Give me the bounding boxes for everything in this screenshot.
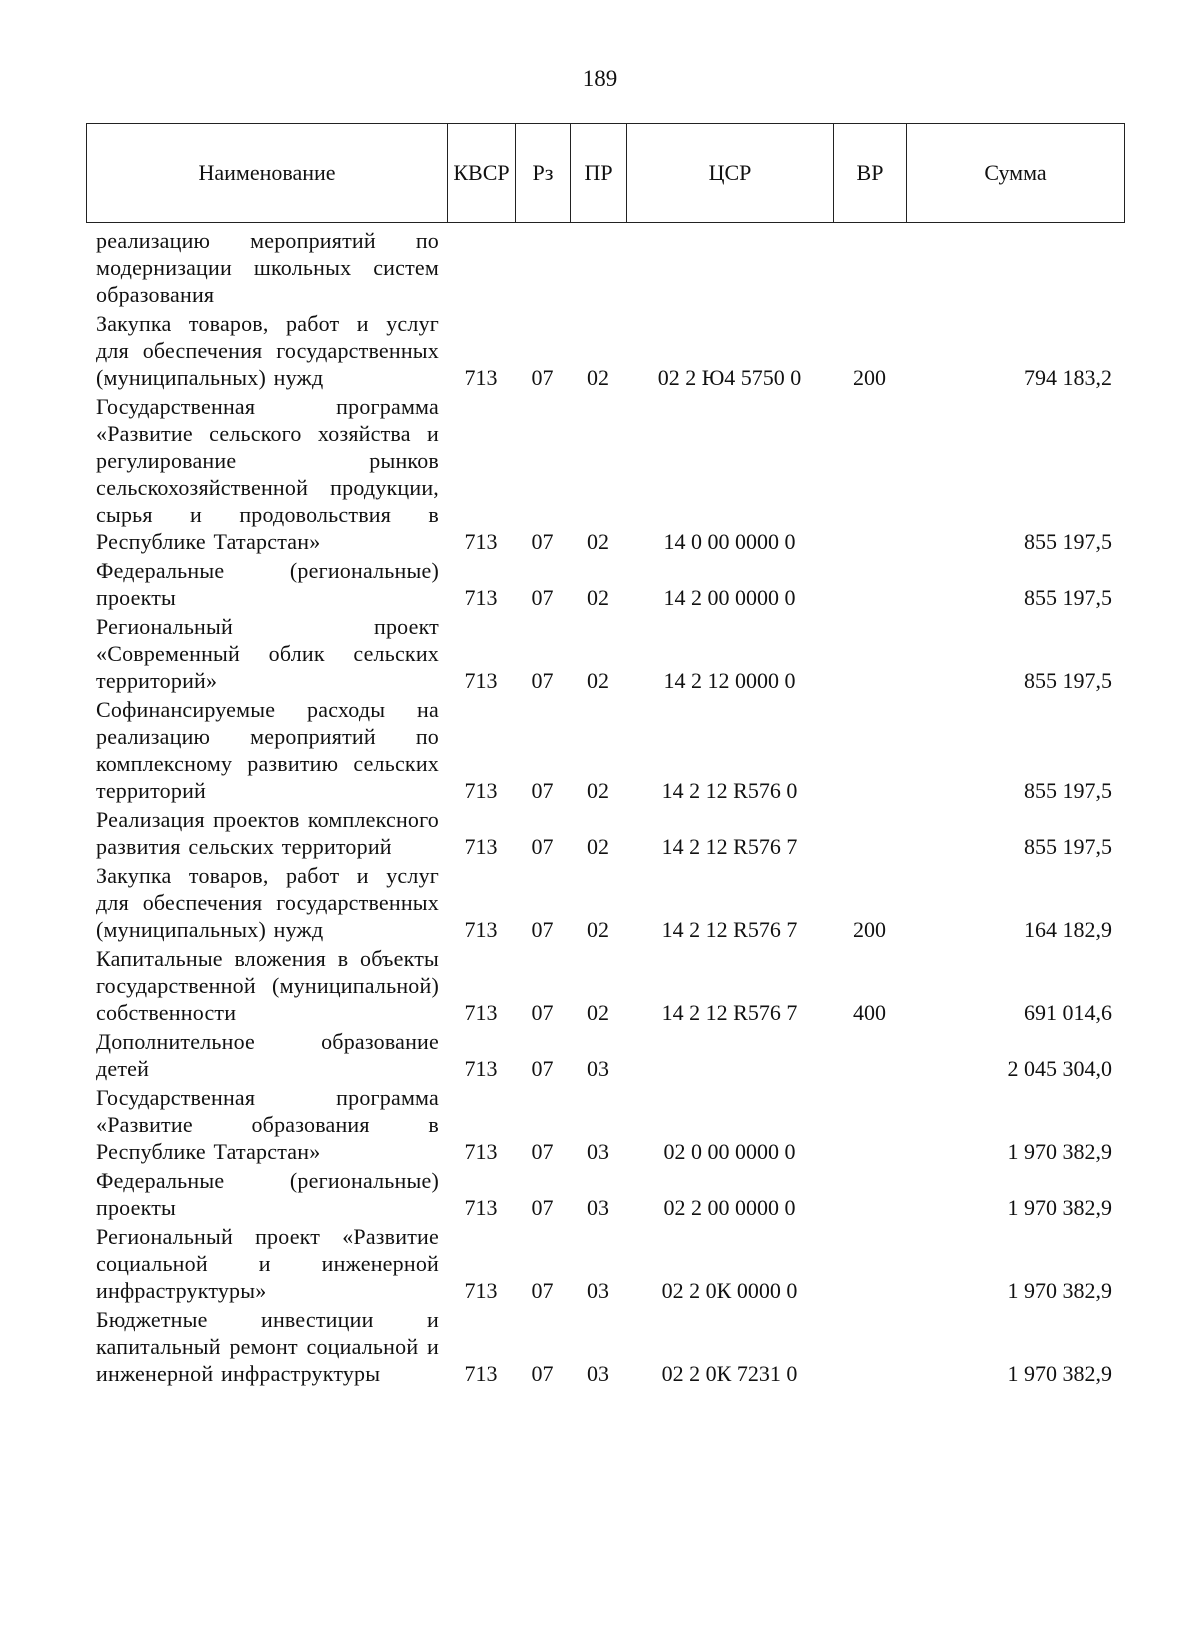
cell-name: Федеральные (региональные) проекты [96,558,439,610]
cell-vr [833,696,906,806]
cell-vr [833,1084,906,1167]
cell-csr: 14 2 12 R576 7 [661,917,798,942]
cell-sum: 794 183,2 [1024,365,1112,390]
table-header [86,123,1125,223]
cell-vr [833,1223,906,1306]
cell-name: Федеральные (региональные) проекты [96,1168,439,1220]
cell-pr: 03 [587,1139,609,1164]
cell-kvsr: 713 [464,1278,498,1303]
cell-kvsr: 713 [464,529,498,554]
cell-rz: 07 [531,1000,554,1025]
column-header-vr: ВР [834,124,907,223]
cell-rz: 07 [531,365,554,390]
column-header-csr: ЦСР [627,124,834,223]
cell-csr: 02 0 00 0000 0 [663,1139,796,1164]
cell-kvsr [447,227,515,310]
cell-sum: 164 182,9 [1024,917,1112,942]
column-header-rz: Рз [516,124,571,223]
cell-csr: 02 2 Ю4 5750 0 [657,365,802,390]
cell-sum: 855 197,5 [1024,585,1112,610]
cell-kvsr: 713 [464,1361,498,1386]
budget-table [86,227,1124,1389]
table-row [86,227,1124,310]
table-row [86,945,1124,1028]
table-row [86,310,1124,393]
cell-name: Софинансируемые расходы на реализацию мероприятий по комплексному развитию сельских территорий [96,697,439,803]
table-body [86,227,1124,1389]
cell-rz: 07 [531,917,554,942]
cell-kvsr: 713 [464,585,498,610]
cell-kvsr: 713 [464,1139,498,1164]
cell-kvsr: 713 [464,668,498,693]
cell-pr: 02 [587,668,609,693]
cell-pr: 02 [587,585,609,610]
cell-rz: 07 [531,1195,554,1220]
cell-csr: 14 2 00 0000 0 [663,585,796,610]
cell-sum [906,227,1124,310]
cell-pr: 03 [587,1056,609,1081]
cell-vr: 200 [853,365,886,390]
column-header-kvsr: КВСР [448,124,516,223]
cell-kvsr: 713 [464,1195,498,1220]
cell-csr: 02 2 00 0000 0 [663,1195,796,1220]
cell-sum: 691 014,6 [1024,1000,1112,1025]
cell-vr [833,613,906,696]
cell-rz: 07 [531,778,554,803]
cell-pr: 02 [587,365,609,390]
table-row [86,806,1124,862]
cell-rz: 07 [531,529,554,554]
cell-name: реализацию мероприятий по модернизации школьных систем образования [96,228,439,307]
cell-pr: 02 [587,834,609,859]
table-row [86,613,1124,696]
table-row [86,1084,1124,1167]
cell-sum: 1 970 382,9 [1007,1278,1112,1303]
cell-sum: 855 197,5 [1024,529,1112,554]
cell-name: Закупка товаров, работ и услуг для обеспечения государственных (муниципальных) нужд [96,863,439,942]
table-row [86,1167,1124,1223]
cell-rz: 07 [531,668,554,693]
cell-rz: 07 [531,1056,554,1081]
cell-sum: 1 970 382,9 [1007,1195,1112,1220]
cell-pr: 03 [587,1278,609,1303]
cell-vr [833,1167,906,1223]
cell-kvsr: 713 [464,1000,498,1025]
table-row [86,557,1124,613]
cell-pr: 03 [587,1195,609,1220]
cell-vr [833,806,906,862]
cell-rz: 07 [531,1278,554,1303]
cell-sum: 855 197,5 [1024,668,1112,693]
table-row [86,1028,1124,1084]
cell-name: Капитальные вложения в объекты государственной (муниципальной) собственности [96,946,439,1025]
cell-kvsr: 713 [464,1056,498,1081]
cell-name: Закупка товаров, работ и услуг для обеспечения государственных (муниципальных) нужд [96,311,439,390]
cell-rz: 07 [531,834,554,859]
cell-csr: 14 2 12 R576 7 [661,834,798,859]
cell-name: Реализация проектов комплексного развития сельских территорий [96,807,439,859]
cell-vr [833,393,906,557]
cell-csr: 02 2 0К 0000 0 [661,1278,798,1303]
cell-rz: 07 [531,1361,554,1386]
cell-name: Региональный проект «Развитие социальной и инженерной инфраструктуры» [96,1224,439,1303]
cell-vr [833,227,906,310]
cell-vr [833,1306,906,1389]
cell-sum: 855 197,5 [1024,834,1112,859]
table-row [86,1306,1124,1389]
cell-csr: 14 2 12 R576 0 [661,778,798,803]
cell-sum: 855 197,5 [1024,778,1112,803]
table-row [86,862,1124,945]
cell-rz: 07 [531,1139,554,1164]
cell-sum: 1 970 382,9 [1007,1361,1112,1386]
cell-vr [833,1028,906,1084]
cell-name: Региональный проект «Современный облик сельских территорий» [96,614,439,693]
cell-csr: 14 0 00 0000 0 [663,529,796,554]
cell-sum: 1 970 382,9 [1007,1139,1112,1164]
page-number: 189 [582,66,618,91]
cell-vr: 200 [853,917,886,942]
cell-csr: 02 2 0К 7231 0 [661,1361,798,1386]
cell-rz: 07 [531,585,554,610]
cell-pr: 02 [587,1000,609,1025]
cell-sum: 2 045 304,0 [1007,1056,1112,1081]
column-header-name: Наименование [87,124,448,223]
cell-pr: 02 [587,529,609,554]
cell-vr: 400 [853,1000,886,1025]
cell-csr: 14 2 12 0000 0 [663,668,796,693]
cell-kvsr: 713 [464,834,498,859]
cell-csr: 14 2 12 R576 7 [661,1000,798,1025]
cell-pr: 02 [587,917,609,942]
cell-pr: 02 [587,778,609,803]
cell-kvsr: 713 [464,365,498,390]
table-row [86,696,1124,806]
cell-pr: 03 [587,1361,609,1386]
table-row [86,1223,1124,1306]
cell-kvsr: 713 [464,917,498,942]
cell-vr [833,557,906,613]
cell-name: Бюджетные инвестиции и капитальный ремонт социальной и инженерной инфраструктуры [96,1307,439,1386]
cell-pr [570,227,626,310]
cell-csr [626,1028,833,1084]
cell-rz [515,227,570,310]
column-header-pr: ПР [571,124,627,223]
cell-csr [626,227,833,310]
cell-kvsr: 713 [464,778,498,803]
cell-name: Государственная программа «Развитие сельского хозяйства и регулирование рынков сельскохозяйственной продукции, сырья и продовольствия в Республике Татарстан» [96,394,439,554]
cell-name: Государственная программа «Развитие образования в Республике Татарстан» [96,1085,439,1164]
column-header-sum: Сумма [907,124,1125,223]
table-row [86,393,1124,557]
cell-name: Дополнительное образование детей [96,1029,439,1081]
